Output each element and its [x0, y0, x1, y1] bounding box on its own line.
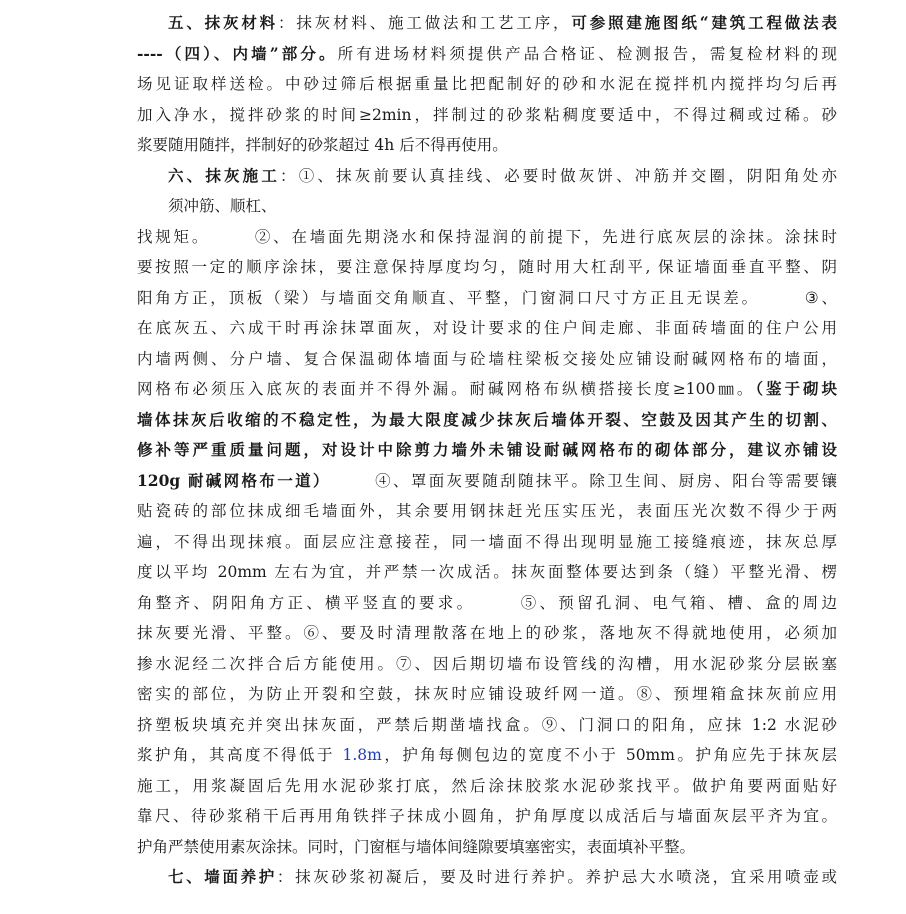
section-plastering-materials [137, 8, 837, 161]
paragraph-line: 护角严禁使用素灰涂抹。同时，门窗框与墙体间缝隙要填塞密实，表面填补平整。 [137, 837, 696, 856]
paragraph-line: 浆要随用随拌，拌制好的砂浆超过 4h 后不得再使用。 [137, 136, 508, 154]
paragraph-line: 抹灰要光滑、平整。⑥、要及时清理散落在地上的砂浆，落地灰不得就地使用，必须加 [137, 624, 837, 642]
paragraph-line: 网格布必须压入底灰的表面并不得外漏。耐碱网格布纵横搭接长度≥100㎜。（鉴于砌块 [137, 379, 837, 398]
paragraph-line: 找规矩。 ②、在墙面先期浇水和保持湿润的前提下，先进行底灰层的涂抹。涂抹时 [137, 227, 837, 246]
paragraph-line: 七、墙面养护：抹灰砂浆初凝后，要及时进行养护。养护忌大水喷浇，宜采用喷壶或 [168, 867, 837, 886]
paragraph-line: 挤塑板块填充并突出抹灰面，严禁后期凿墙找盒。⑨、门洞口的阳角，应抹 1:2 水泥砂 [137, 715, 837, 734]
paragraph-line: 五、抹灰材料：抹灰材料、施工做法和工艺工序，可参照建施图纸“建筑工程做法表 [168, 13, 837, 32]
paragraph-line: 密实的部位，为防止开裂和空鼓，抹灰时应铺设玻纤网一道。⑧、预埋箱盒抹灰前应用 [137, 685, 837, 703]
section-heading: 七、墙面养护 [168, 867, 277, 886]
paragraph-line: 加入净水，搅拌砂浆的时间≥2min，拌制过的砂浆粘稠度要适中，不得过稠或过稀。砂 [137, 105, 837, 124]
paragraph-line: 120g 耐碱网格布一道） ④、罩面灰要随刮随抹平。除卫生间、厨房、阳台等需要镶 [137, 470, 837, 490]
paragraph-line: 修补等严重质量问题，对设计中除剪力墙外未铺设耐碱网格布的砌体部分，建议亦铺设 [137, 440, 837, 459]
highlighted-value: 1.8m [342, 746, 382, 764]
section-heading: 六、抹灰施工 [168, 165, 281, 185]
document-page [137, 8, 837, 893]
paragraph-line: 遍，不得出现抹痕。面层应注意接茬，同一墙面不得出现明显施工接缝痕迹，抹灰总厚 [137, 532, 837, 551]
paragraph-line: 靠尺、待砂浆稍干后再用角铁拌子抹成小圆角，护角厚度以成活后与墙面灰层平齐为宜。 [137, 807, 837, 825]
paragraph-line: 角整齐、阴阳角方正、横平竖直的要求。 ⑤、预留孔洞、电气箱、槽、盒的周边 [137, 593, 837, 612]
paragraph-line: 贴瓷砖的部位抹成细毛墙面外，其余要用钢抹赶光压实压光，表面压光次数不得少于两 [137, 502, 837, 520]
paragraph-line: 浆护角，其高度不得低于 1.8m，护角每侧包边的宽度不小于 50mm。护角应先于抹灰层 [137, 746, 837, 764]
section-plastering-construction [137, 161, 837, 863]
paragraph-line: 须冲筋、顺杠、 [168, 197, 277, 215]
section-wall-curing [137, 862, 837, 893]
paragraph-line: 要按照一定的顺序涂抹，要注意保持厚度均匀，随时用大杠刮平, 保证墙面垂直平整、阴 [137, 258, 837, 276]
paragraph-line: 施工，用浆凝固后先用水泥砂浆打底，然后涂抹胶浆水泥砂浆找平。做护角要两面贴好 [137, 776, 837, 795]
paragraph-line: 墙体抹灰后收缩的不稳定性，为最大限度减少抹灰后墙体开裂、空鼓及因其产生的切割、 [137, 409, 837, 429]
paragraph-line: 阳角方正，顶板（梁）与墙面交角顺直、平整，门窗洞口尺寸方正且无误差。 ③、 [137, 288, 837, 307]
paragraph-line: ----（四）、内墙”部分。所有进场材料须提供产品合格证、检测报告，需复检材料的现 [137, 43, 837, 63]
section-heading: 五、抹灰材料 [168, 13, 279, 32]
paragraph-line: 度以平均 20mm 左右为宜，并严禁一次成活。抹灰面整体要达到条（缝）平整光滑、楞 [137, 563, 837, 581]
paragraph-line: 在底灰五、六成干时再涂抹罩面灰，对设计要求的住户间走廊、非面砖墙面的住户公用 [137, 319, 837, 337]
paragraph-line: 六、抹灰施工：①、抹灰前要认真挂线、必要时做灰饼、冲筋并交圈，阴阳角处亦 [168, 165, 837, 185]
paragraph-line: 场见证取样送检。中砂过筛后根据重量比把配制好的砂和水泥在搅拌机内搅拌均匀后再 [137, 75, 837, 93]
paragraph-line: 内墙两侧、分户墙、复合保温砌体墙面与砼墙柱梁板交接处应铺设耐碱网格布的墙面， [137, 349, 837, 368]
paragraph-line: 掺水泥经二次拌合后方能使用。⑦、因后期切墙布设管线的沟槽，用水泥砂浆分层嵌塞 [137, 654, 837, 673]
